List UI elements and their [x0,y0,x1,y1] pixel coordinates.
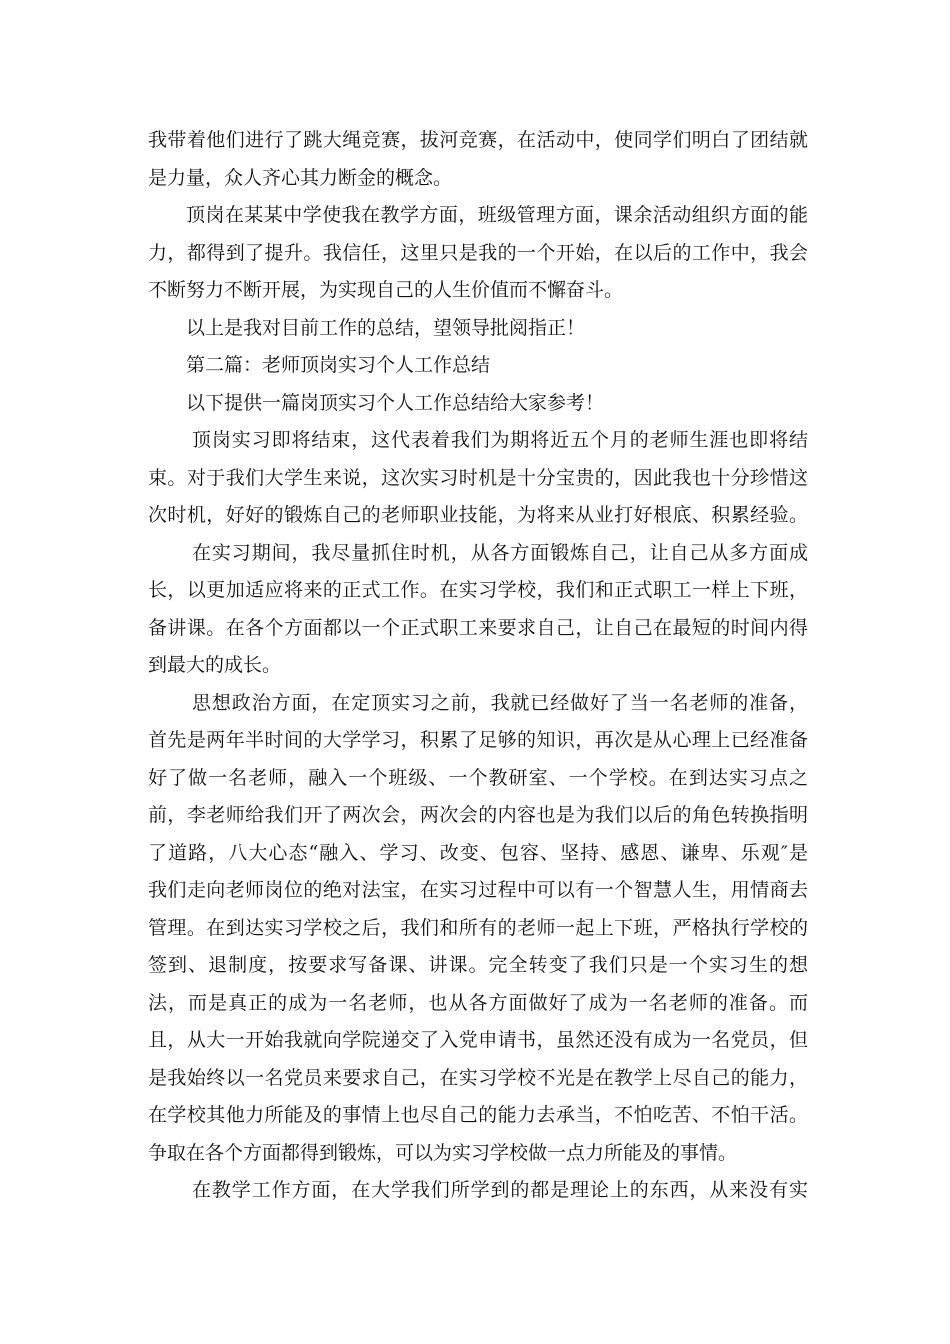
text-line: 在学校其他力所能及的事情上也尽自己的能力去承当，不怕吃苦、不怕干活。 [148,1104,808,1126]
text-line: 管理。在到达实习学校之后，我们和所有的老师一起上下班，严格执行学校的 [148,917,808,939]
text-line: 签到、退制度，按要求写备课、讲课。完全转变了我们只是一个实习生的想 [148,954,808,976]
text-line: 备讲课。在各个方面都以一个正式职工来要求自己，让自己在最短的时间内得 [148,617,808,639]
text-line: 争取在各个方面都得到锻炼，可以为实习学校做一点力所能及的事情。 [148,1142,738,1164]
text-line: 是我始终以一名党员来要求自己，在实习学校不光是在教学上尽自己的能力， [148,1067,808,1089]
text-line: 长，以更加适应将来的正式工作。在实习学校，我们和正式职工一样上下班， [148,579,808,601]
text-line: 思想政治方面，在定顶实习之前，我就已经做好了当一名老师的准备， [192,692,808,714]
text-line: 不断努力不断开展，为实现自己的人生价值而不懈奋斗。 [148,279,624,301]
text-line: 好了做一名老师，融入一个班级、一个教研室、一个学校。在到达实习点之 [148,767,808,789]
text-line: 到最大的成长。 [148,654,282,676]
text-line: 束。对于我们大学生来说，这次实习时机是十分宝贵的，因此我也十分珍惜这 [148,467,808,489]
text-line: 首先是两年半时间的大学学习，积累了足够的知识，再次是从心理上已经准备 [148,729,808,751]
text-line: 是力量，众人齐心其力断金的概念。 [148,167,453,189]
text-line: 法，而是真正的成为一名老师，也从各方面做好了成为一名老师的准备。而 [148,992,808,1014]
text-line: 顶岗在某某中学使我在教学方面，班级管理方面，课余活动组织方面的能 [186,204,808,226]
text-line: 顶岗实习即将结束，这代表着我们为期将近五个月的老师生涯也即将结 [192,429,808,451]
text-line: 力，都得到了提升。我信任，这里只是我的一个开始，在以后的工作中，我会 [148,242,808,264]
text-line: 在教学工作方面，在大学我们所学到的都是理论上的东西，从来没有实 [192,1179,808,1201]
text-line: 前，李老师给我们开了两次会，两次会的内容也是为我们以后的角色转换指明 [148,804,808,826]
text-line: 次时机，好好的锻炼自己的老师职业技能，为将来从业打好根底、积累经验。 [148,504,808,526]
text-line: 了道路，八大心态“融入、学习、改变、包容、坚持、感恩、谦卑、乐观″是 [148,842,808,864]
text-line: 我们走向老师岗位的绝对法宝，在实习过程中可以有一个智慧人生，用情商去 [148,879,808,901]
text-line: 且，从大一开始我就向学院递交了入党申请书，虽然还没有成为一名党员，但 [148,1029,808,1051]
section-heading: 第二篇：老师顶岗实习个人工作总结 [186,354,491,376]
text-line: 我带着他们进行了跳大绳竞赛，拔河竞赛，在活动中，使同学们明白了团结就 [148,129,808,151]
text-line: 以上是我对目前工作的总结，望领导批阅指正！ [186,317,586,339]
text-line: 以下提供一篇岗顶实习个人工作总结给大家参考！ [186,392,605,414]
text-line: 在实习期间，我尽量抓住时机，从各方面锻炼自己，让自己从多方面成 [192,542,808,564]
